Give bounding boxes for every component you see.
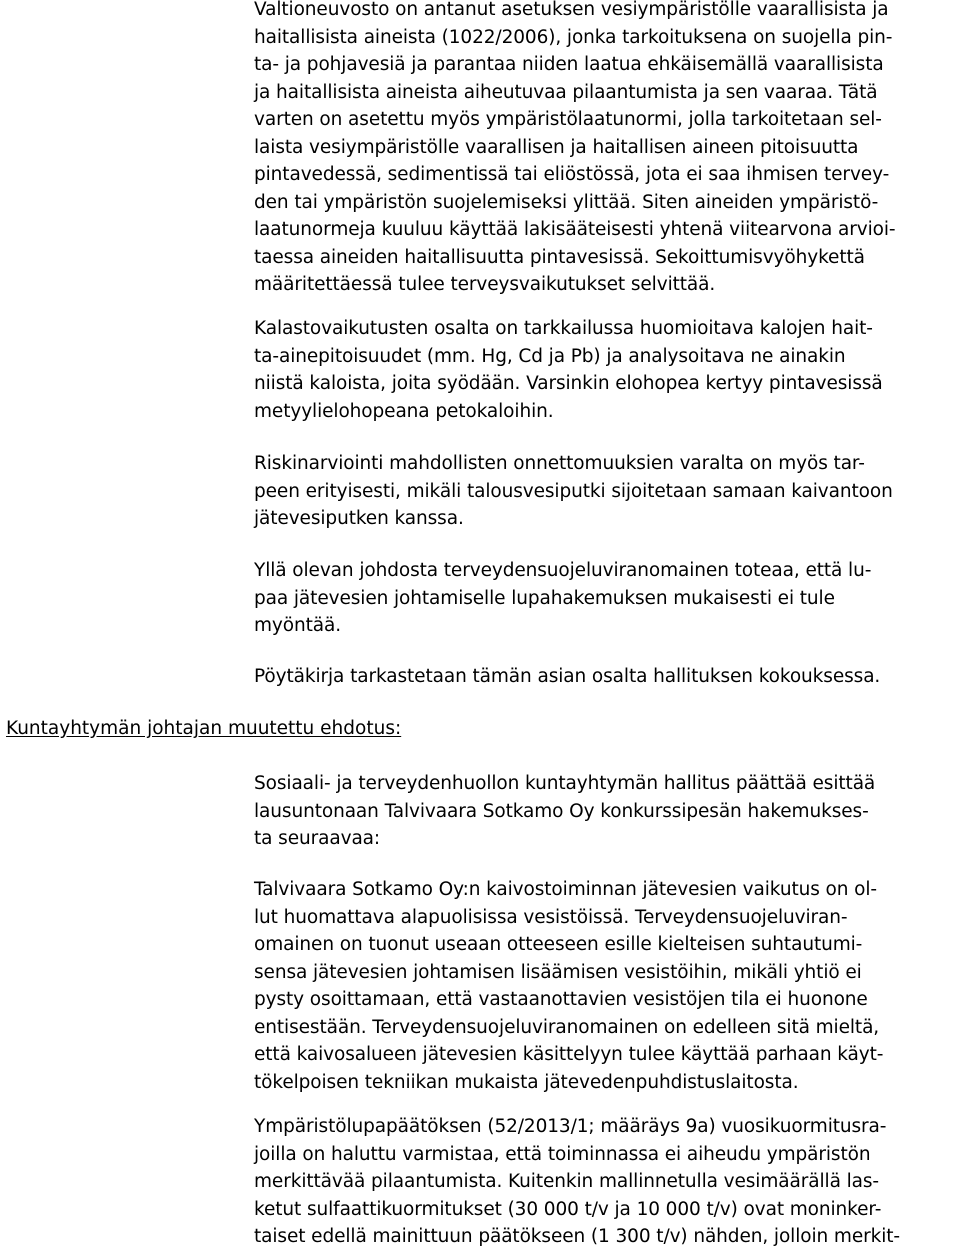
text-line: Pöytäkirja tarkastetaan tämän asian osalta hallituksen kokouksessa.	[254, 666, 881, 687]
text-line: Sosiaali- ja terveydenhuollon kuntayhtymän hallitus päättää esittää	[254, 773, 876, 794]
side-heading: Kuntayhtymän johtajan muutettu ehdotus:	[6, 718, 402, 739]
paragraph-risk-assessment	[254, 450, 954, 533]
text-line: Ympäristölupapäätöksen (52/2013/1; määräys 9a) vuosikuormitusra-	[254, 1116, 887, 1137]
text-line: taiset edellä mainittuun päätökseen (1 300 t/v) nähden, jolloin merkit-	[254, 1226, 901, 1247]
text-line: entisestään. Terveydensuojeluviranomainen on edelleen sitä mieltä,	[254, 1016, 880, 1038]
text-line: ja haitallisista aineista aiheutuvaa pilaantumista ja sen vaaraa. Tätä	[254, 81, 878, 103]
text-line: den tai ympäristön suojelemiseksi ylittää. Siten aineiden ympäristö-	[254, 191, 879, 213]
text-line: metyylielohopeana petokaloihin.	[254, 400, 554, 422]
paragraph-environmental-permit	[254, 1113, 954, 1251]
text-line: omainen on tuonut useaan otteeseen esille kielteisen suhtautumi-	[254, 934, 863, 955]
text-line: taessa aineiden haitallisuutta pintavesissä. Sekoittumisvyöhykettä	[254, 246, 865, 268]
paragraph-regulation	[254, 0, 954, 299]
text-line: Yllä olevan johdosta terveydensuojeluviranomainen toteaa, että lu-	[254, 560, 872, 581]
text-line: ketut sulfaattikuormitukset (30 000 t/v ja 10 000 t/v) ovat moninker-	[254, 1198, 882, 1220]
text-line: Kalastovaikutusten osalta on tarkkailussa huomioitava kalojen hait-	[254, 318, 873, 339]
text-line: ta-ainepitoisuudet (mm. Hg, Cd ja Pb) ja analysoitava ne ainakin	[254, 345, 846, 367]
text-line: tökelpoisen tekniikan mukaista jätevedenpuhdistuslaitosta.	[254, 1071, 799, 1093]
paragraph-mining-wastewater	[254, 876, 954, 1096]
text-line: määritettäessä tulee terveysvaikutukset selvittää.	[254, 274, 716, 295]
text-line: Talvivaara Sotkamo Oy:n kaivostoiminnan jätevesien vaikutus on ol-	[254, 879, 878, 900]
text-line: lut huomattava alapuolisissa vesistöissä. Terveydensuojeluviran-	[254, 906, 848, 928]
text-line: sensa jätevesien johtamisen lisäämisen vesistöihin, mikäli yhtiö ei	[254, 961, 862, 983]
text-line: pysty osoittamaan, että vastaanottavien vesistöjen tila ei huonone	[254, 989, 868, 1010]
text-line: laatunormeja kuuluu käyttää lakisääteisesti yhtenä viitearvona arvioi-	[254, 219, 896, 240]
text-line: että kaivosalueen jätevesien käsittelyyn tulee käyttää parhaan käyt-	[254, 1044, 884, 1065]
text-line: jätevesiputken kanssa.	[254, 508, 464, 529]
text-line: laista vesiympäristölle vaarallisen ja haitallisen aineen pitoisuutta	[254, 136, 859, 158]
text-line: haitallisista aineista (1022/2006), jonka tarkoituksena on suojella pin-	[254, 26, 893, 48]
paragraph-board-decision	[254, 770, 954, 853]
text-line: Riskinarviointi mahdollisten onnettomuuksien varalta on myös tar-	[254, 453, 865, 474]
text-line: niistä kaloista, joita syödään. Varsinkin elohopea kertyy pintavesissä	[254, 373, 883, 394]
text-line: ta seuraavaa:	[254, 828, 381, 849]
text-line: paa jätevesien johtamiselle lupahakemuksen mukaisesti ei tule	[254, 587, 835, 609]
text-line: lausuntonaan Talvivaara Sotkamo Oy konkurssipesän hakemukses-	[254, 800, 869, 822]
paragraph-fish-effects	[254, 315, 954, 425]
paragraph-conclusion	[254, 557, 954, 640]
text-line: myöntää.	[254, 615, 342, 636]
text-line: peen erityisesti, mikäli talousvesiputki sijoitetaan samaan kaivantoon	[254, 480, 893, 502]
text-line: merkittävää pilaantumista. Kuitenkin mallinnetulla vesimäärällä las-	[254, 1171, 879, 1192]
paragraph-minutes-note	[254, 663, 954, 691]
text-line: varten on asetettu myös ympäristölaatunormi, jolla tarkoitetaan sel-	[254, 109, 882, 130]
text-line: Valtioneuvosto on antanut asetuksen vesiympäristölle vaarallisista ja	[254, 0, 889, 20]
text-line: pintavedessä, sedimentissä tai eliöstössä, jota ei saa ihmisen tervey-	[254, 164, 890, 185]
text-line: joilla on haluttu varmistaa, että toiminnassa ei aiheudu ympäristön	[254, 1143, 871, 1165]
text-line: ta- ja pohjavesiä ja parantaa niiden laatua ehkäisemällä vaarallisista	[254, 54, 884, 75]
